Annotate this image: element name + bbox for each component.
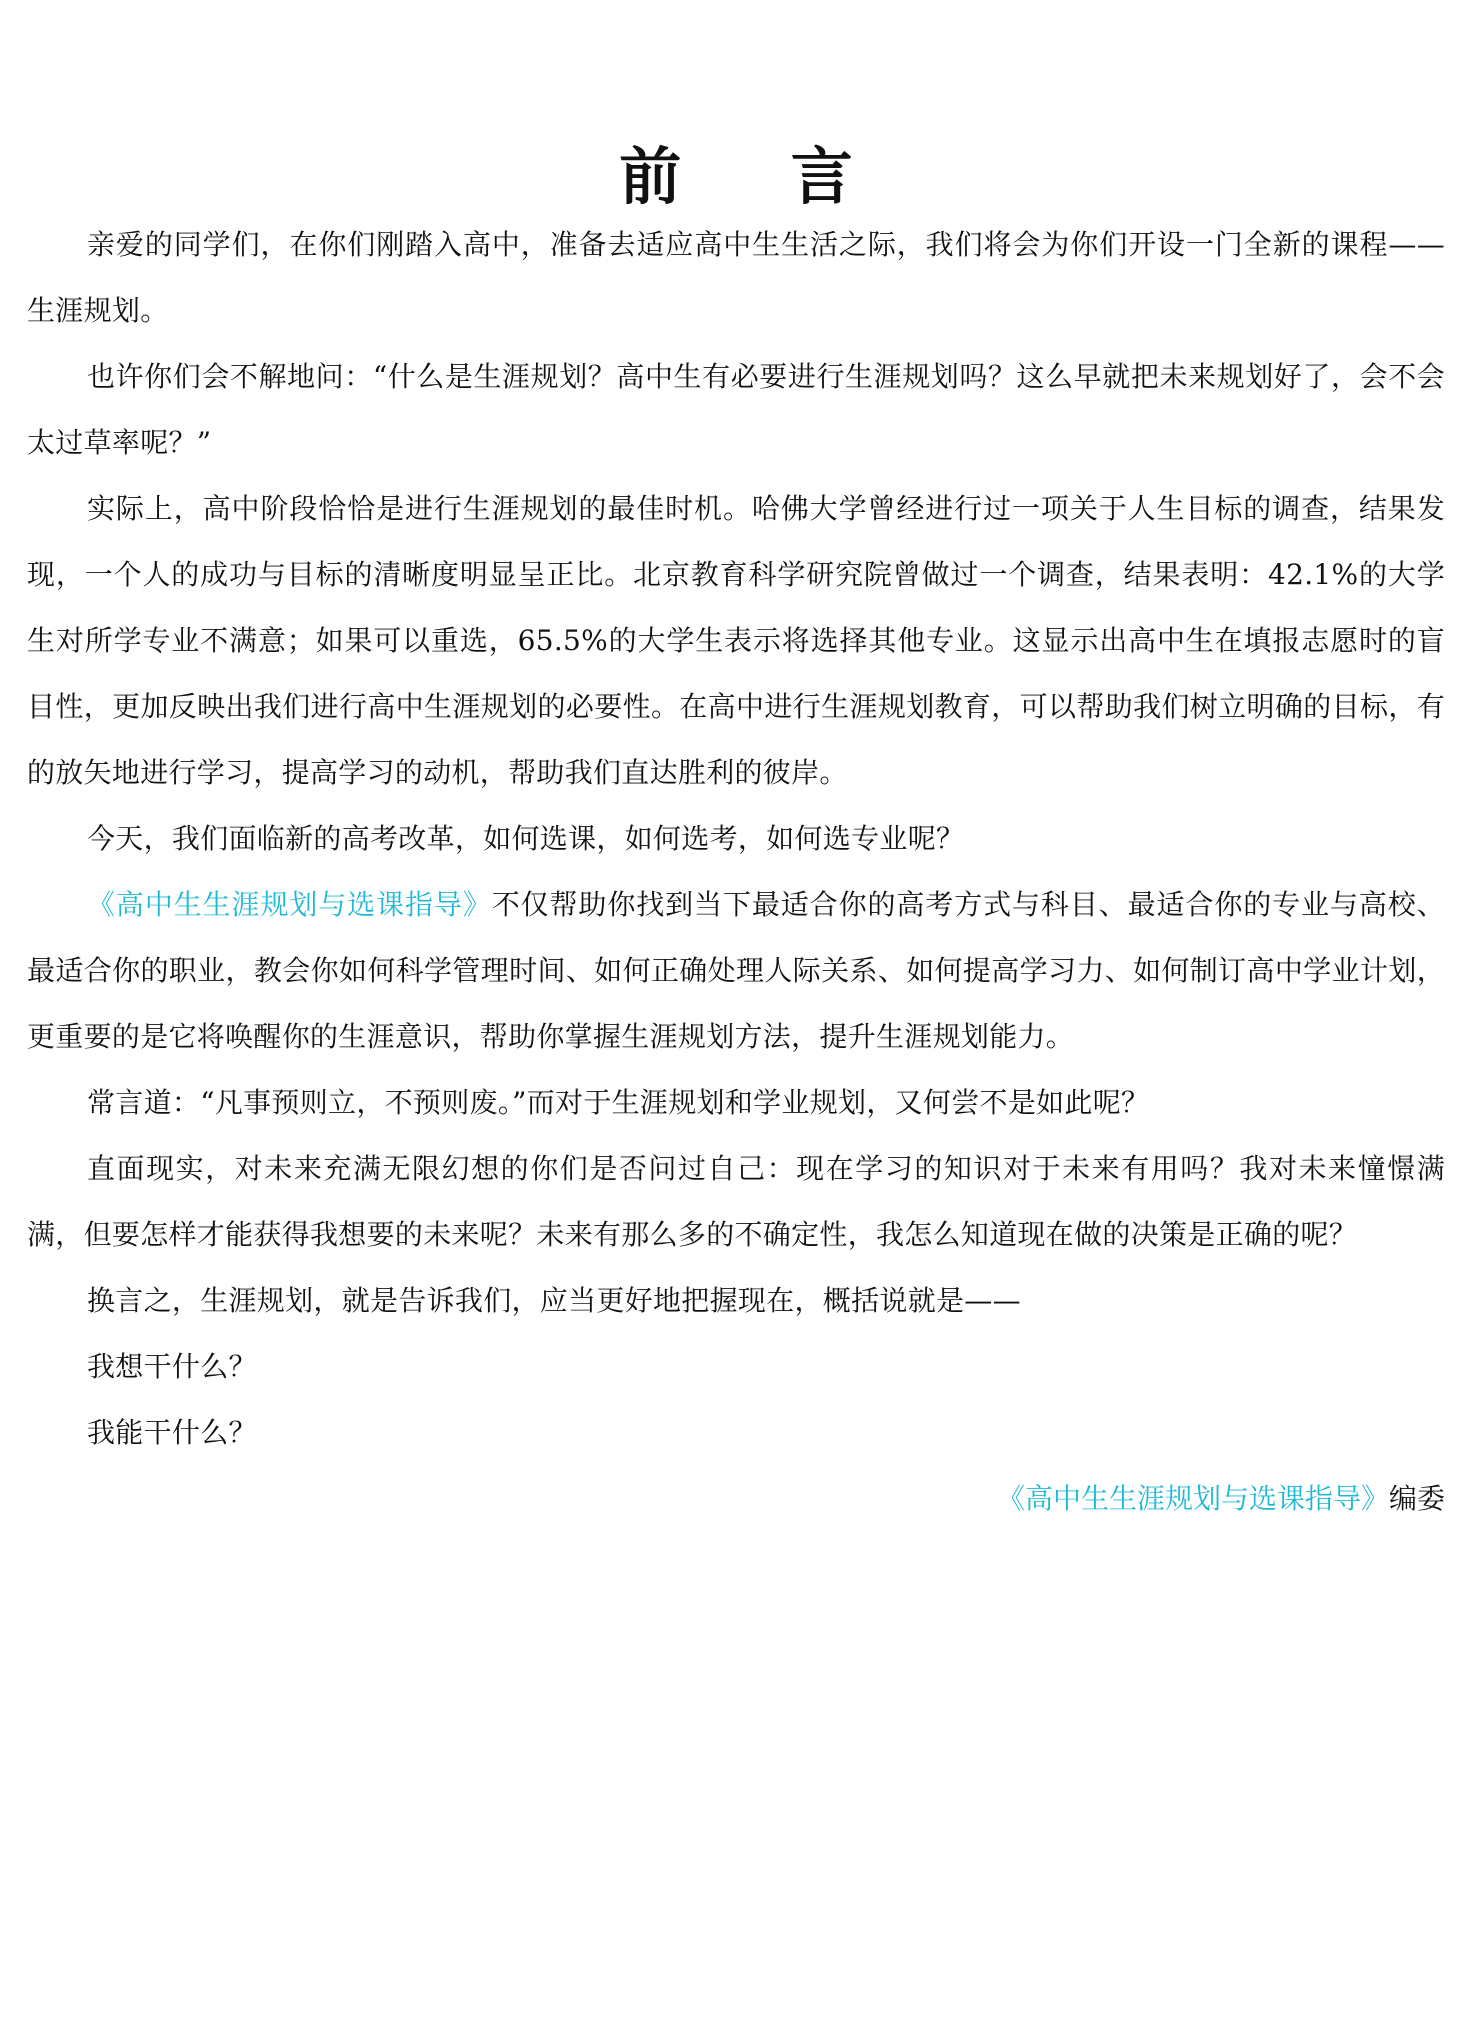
signature bbox=[27, 1466, 1445, 1532]
paragraph-reform: 今天，我们面临新的高考改革，如何选课，如何选考，如何选专业呢？ bbox=[87, 822, 965, 855]
preface-body bbox=[27, 212, 1445, 1532]
book-title-link: 《高中生生涯规划与选课指导》 bbox=[87, 888, 492, 921]
paragraph-want: 我想干什么？ bbox=[87, 1350, 257, 1383]
paragraph-summary: 换言之，生涯规划，就是告诉我们，应当更好地把握现在，概括说就是—— bbox=[87, 1284, 1021, 1317]
page-title: 前 言 bbox=[619, 139, 897, 213]
paragraph-question: 也许你们会不解地问：“什么是生涯规划？高中生有必要进行生涯规划吗？这么早就把未来规划好了，会不会太过草率呢？” bbox=[27, 360, 1445, 459]
paragraph-can: 我能干什么？ bbox=[87, 1416, 257, 1449]
paragraph-saying: 常言道：“凡事预则立，不预则废。”而对于生涯规划和学业规划，又何尝不是如此呢？ bbox=[87, 1086, 1150, 1119]
paragraph-intro: 亲爱的同学们，在你们刚踏入高中，准备去适应高中生生活之际，我们将会为你们开设一门全新的课程——生涯规划。 bbox=[27, 228, 1445, 327]
paragraph-book bbox=[27, 872, 1445, 1070]
paragraph-reality: 直面现实，对未来充满无限幻想的你们是否问过自己：现在学习的知识对于未来有用吗？我对未来憧憬满满，但要怎样才能获得我想要的未来呢？未来有那么多的不确定性，我怎么知道现在做的决策是正确的呢？ bbox=[27, 1152, 1445, 1251]
paragraph-survey: 实际上，高中阶段恰恰是进行生涯规划的最佳时机。哈佛大学曾经进行过一项关于人生目标的调查，结果发现，一个人的成功与目标的清晰度明显呈正比。北京教育科学研究院曾做过一个调查，结果表明：42.1%的大学生对所学专业不满意；如果可以重选，65.5%的大学生表示将选择其他专业。这显示出高中生在填报志愿时的盲目性，更加反映出我们进行高中生涯规划的必要性。在高中进行生涯规划教育，可以帮助我们树立明确的目标，有的放矢地进行学习，提高学习的动机，帮助我们直达胜利的彼岸。 bbox=[27, 492, 1445, 789]
signature-suffix: 编委 bbox=[1388, 1482, 1445, 1515]
signature-book-title: 《高中生生涯规划与选课指导》 bbox=[996, 1482, 1389, 1515]
book-description: 不仅帮助你找到当下最适合你的高考方式与科目、最适合你的专业与高校、最适合你的职业，教会你如何科学管理时间、如何正确处理人际关系、如何提高学习力、如何制订高中学业计划，更重要的是它将唤醒你的生涯意识，帮助你掌握生涯规划方法，提升生涯规划能力。 bbox=[27, 888, 1446, 1053]
